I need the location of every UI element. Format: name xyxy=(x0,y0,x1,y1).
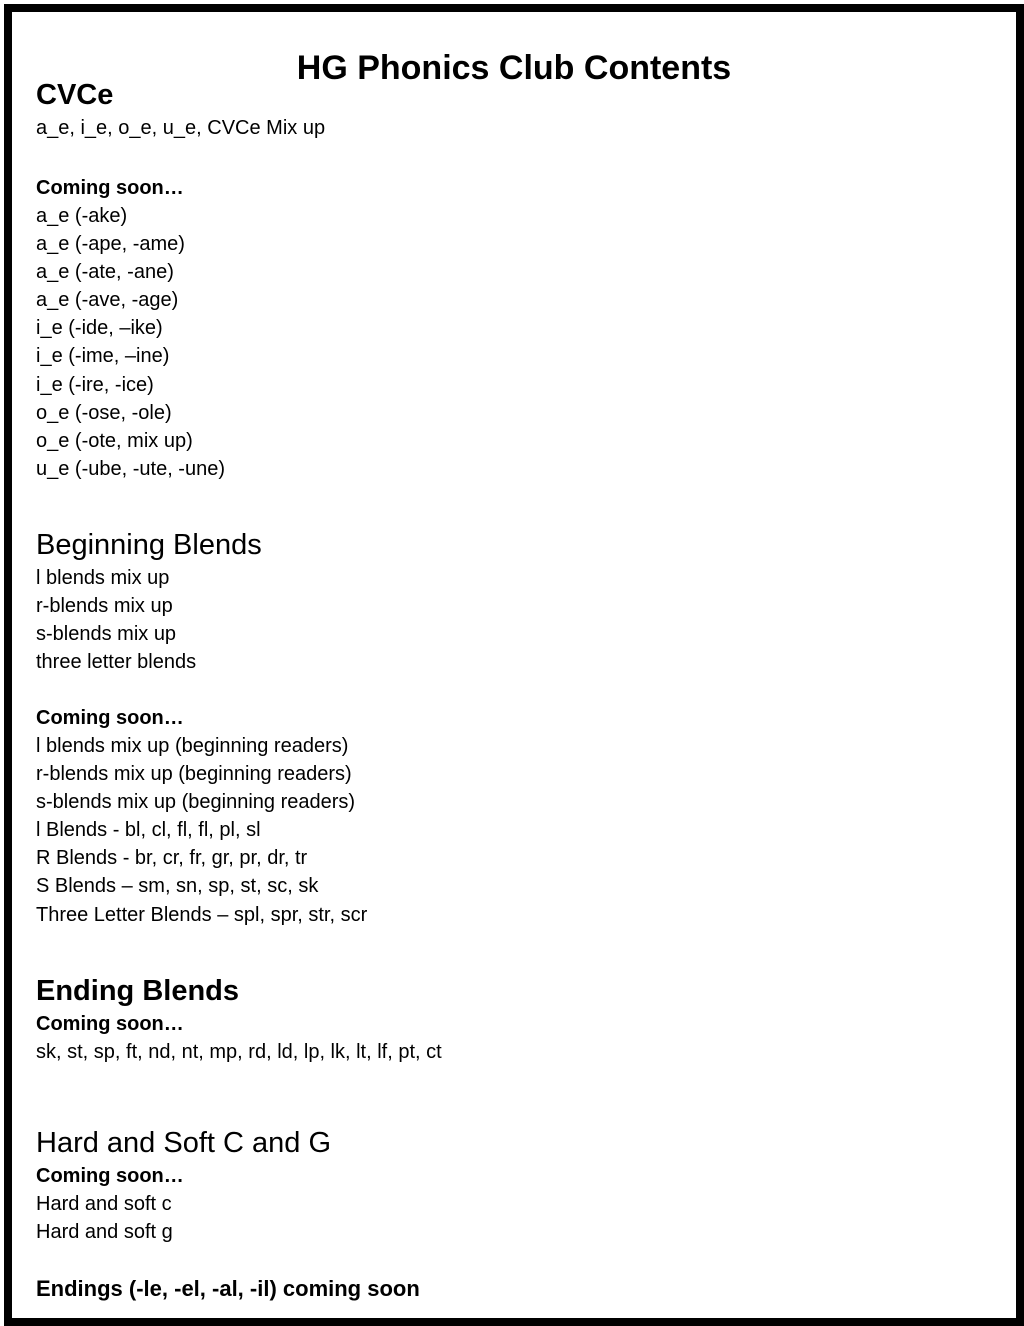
list-item: R Blends - br, cr, fr, gr, pr, dr, tr xyxy=(36,847,308,870)
cvce-coming-soon-list xyxy=(36,202,225,483)
list-item: u_e (-ube, -ute, -une) xyxy=(36,457,225,480)
list-item: r-blends mix up xyxy=(36,595,173,618)
list-item: l Blends - bl, cl, fl, fl, pl, sl xyxy=(36,819,261,842)
list-item: a_e (-ave, -age) xyxy=(36,289,179,312)
section-heading-cvce: CVCe xyxy=(36,79,114,111)
list-item: i_e (-ire, -ice) xyxy=(36,373,154,396)
beginning-blends-coming-soon-list xyxy=(36,732,367,929)
ending-blends-line: sk, st, sp, ft, nd, nt, mp, rd, ld, lp, lk, lt, lf, pt, ct xyxy=(36,1041,442,1063)
beginning-blends-coming-soon-label: Coming soon… xyxy=(36,707,184,729)
hard-soft-coming-soon-label: Coming soon… xyxy=(36,1165,184,1187)
section-heading-hard-soft: Hard and Soft C and G xyxy=(36,1127,331,1159)
list-item: o_e (-ote, mix up) xyxy=(36,429,193,452)
beginning-blends-list xyxy=(36,564,196,676)
hard-soft-list xyxy=(36,1190,173,1246)
list-item: s-blends mix up xyxy=(36,623,177,646)
section-heading-ending-blends: Ending Blends xyxy=(36,975,239,1007)
list-item: a_e (-ate, -ane) xyxy=(36,261,174,284)
cvce-coming-soon-label: Coming soon… xyxy=(36,177,184,199)
list-item: three letter blends xyxy=(36,651,197,674)
list-item: i_e (-ide, –ike) xyxy=(36,317,163,340)
list-item: r-blends mix up (beginning readers) xyxy=(36,763,352,786)
list-item: i_e (-ime, –ine) xyxy=(36,345,170,368)
list-item: a_e (-ape, -ame) xyxy=(36,233,185,256)
list-item: o_e (-ose, -ole) xyxy=(36,401,172,424)
list-item: l blends mix up xyxy=(36,567,170,589)
endings-coming-soon: Endings (-le, -el, -al, -il) coming soon xyxy=(36,1276,420,1301)
section-heading-beginning-blends: Beginning Blends xyxy=(36,529,262,561)
list-item: Hard and soft g xyxy=(36,1221,173,1244)
list-item: S Blends – sm, sn, sp, st, sc, sk xyxy=(36,875,319,898)
list-item: l blends mix up (beginning readers) xyxy=(36,735,349,757)
list-item: Three Letter Blends – spl, spr, str, scr xyxy=(36,903,368,926)
document-page xyxy=(12,12,1016,1318)
cvce-summary: a_e, i_e, o_e, u_e, CVCe Mix up xyxy=(36,117,326,139)
page-title: HG Phonics Club Contents xyxy=(296,49,732,87)
page-border xyxy=(4,4,1024,1326)
ending-blends-coming-soon-label: Coming soon… xyxy=(36,1013,184,1035)
list-item: a_e (-ake) xyxy=(36,205,128,227)
list-item: Hard and soft c xyxy=(36,1193,172,1215)
list-item: s-blends mix up (beginning readers) xyxy=(36,791,356,814)
